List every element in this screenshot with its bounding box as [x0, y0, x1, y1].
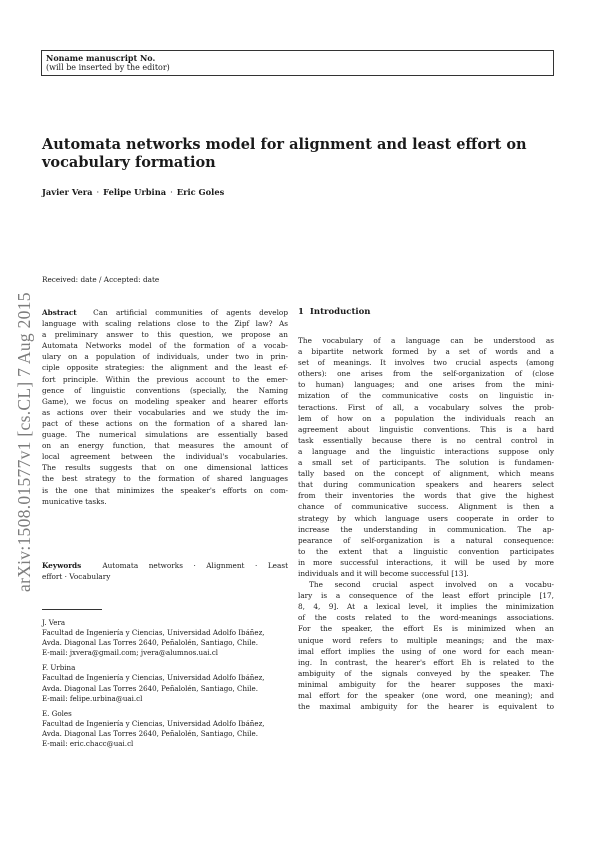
abstract-line: Abstract Can artificial communities of agents develop: [42, 308, 288, 317]
affiliation-block: [42, 663, 288, 703]
abstract-text: [42, 307, 288, 507]
affiliation-line: Avda. Diagonal Las Torres 2640, Peñalolén, Santiago, Chile.: [42, 638, 259, 648]
abstract-line: the best strategy to the formation of shared languages: [42, 474, 288, 484]
author-separator: ·: [170, 187, 173, 197]
paper-title-line: vocabulary formation: [42, 154, 216, 171]
intro-line: individuals and it will become successful [13].: [298, 568, 469, 578]
affiliation-email[interactable]: E-mail: jxvera@gmail.com; jvera@alumnos.uai.cl: [42, 648, 219, 658]
affiliation-line: Avda. Diagonal Las Torres 2640, Peñalolén, Santiago, Chile.: [42, 728, 259, 738]
abstract-line: fort principle. Within the previous account to the emer-: [42, 374, 288, 384]
affiliations: [42, 618, 288, 754]
intro-paragraph-2: [298, 579, 554, 712]
intro-line: a language and the linguistic interactions suppose only: [298, 446, 554, 456]
intro-line: The second crucial aspect involved on a vocabu-: [309, 580, 554, 590]
keywords-heading: Keywords: [42, 561, 82, 570]
intro-line: agreement about linguistic conventions. This is a hard: [298, 424, 554, 434]
intro-line: to the extent that a linguistic convention participates: [298, 546, 554, 556]
manuscript-number-label: Noname manuscript No.: [46, 53, 156, 63]
affiliation-name: E. Goles: [42, 708, 72, 718]
intro-line: ambiguity of the signals conveyed by the speaker. The: [298, 668, 554, 678]
abstract-line: is the one that minimizes the speaker's efforts on com-: [42, 485, 288, 495]
intro-line: that during communication speakers and hearers select: [298, 480, 554, 490]
abstract-line: Automata Networks model of the formation of a vocab-: [42, 341, 288, 351]
abstract-line: as actions over their vocabularies and we study the im-: [42, 407, 288, 417]
intro-line: 8, 4, 9]. At a lexical level, it implies the minimization: [298, 602, 554, 612]
intro-line: minimal ambiguity for the hearer supposes the maxi-: [298, 679, 554, 689]
affiliation-line: Facultad de Ingeniería y Ciencias, Universidad Adolfo Ibáñez,: [42, 718, 265, 728]
intro-line: imal effort implies the using of one word for each mean-: [298, 646, 554, 656]
author-name: Felipe Urbina: [103, 187, 167, 197]
abstract-line: pact of these actions on the formation of a shared lan-: [42, 418, 288, 428]
intro-line: from their inventories the words that give the highest: [298, 491, 554, 501]
intro-line: task essentially because there is no central control in: [298, 435, 554, 445]
affiliation-block: [42, 709, 288, 749]
abstract-line: local agreement between the individual's vocabularies.: [42, 452, 288, 462]
intro-line: strategy by which language users cooperate in order to: [298, 513, 554, 523]
section-number: 1: [298, 307, 304, 317]
author-name: Eric Goles: [176, 187, 225, 197]
intro-paragraph-1: [298, 335, 554, 579]
intro-line: The vocabulary of a language can be understood as: [298, 336, 554, 345]
intro-line: to human) languages; and one arises from the mini-: [298, 380, 554, 390]
intro-line: increase the understanding in communication. The ap-: [298, 524, 554, 534]
intro-line: pearance of self-organization is a natural consequence:: [298, 535, 554, 545]
intro-line: ing. In contrast, the hearer's effort Eh is related to the: [298, 657, 554, 667]
intro-line: For the speaker, the effort Es is minimized when an: [298, 624, 554, 634]
abstract-line: a preliminary answer to this question, we propose an: [42, 330, 288, 340]
intro-line: in more successful interactions, it will be used by more: [298, 557, 554, 567]
author-separator: ·: [96, 187, 100, 197]
footnote-divider: [42, 609, 102, 610]
intro-line: set of meanings. It involves two crucial aspects (among: [298, 358, 554, 368]
abstract-section: [42, 307, 288, 507]
author-name: Javier Vera: [42, 187, 93, 197]
keywords-section: [42, 560, 288, 582]
intro-line: a bipartite network formed by a set of words and a: [298, 347, 554, 357]
affiliation-block: [42, 618, 288, 658]
intro-line: chance of communicative success. Alignment is then a: [298, 502, 554, 512]
affiliation-email[interactable]: E-mail: eric.chacc@uai.cl: [42, 739, 134, 749]
intro-line: the maximal ambiguity for the hearer is equivalent to: [298, 702, 554, 712]
abstract-line: language with scaling relations close to the Zipf law? As: [42, 319, 288, 329]
affiliation-email[interactable]: E-mail: felipe.urbina@uai.cl: [42, 693, 143, 703]
intro-line: tally based on the concept of alignment, which means: [298, 469, 554, 479]
received-accepted-dates: Received: date / Accepted: date: [42, 275, 160, 284]
abstract-line: Game), we focus on modeling speaker and hearer efforts: [42, 396, 288, 406]
affiliation-line: Avda. Diagonal Las Torres 2640, Peñalolén, Santiago, Chile.: [42, 683, 259, 693]
keywords-line: effort · Vocabulary: [42, 572, 111, 582]
abstract-line: The results suggests that on one dimensional lattices: [42, 463, 288, 473]
manuscript-header-box: [41, 50, 554, 76]
affiliation-line: Facultad de Ingeniería y Ciencias, Universidad Adolfo Ibáñez,: [42, 628, 265, 638]
intro-line: unique word refers to multiple meanings; and the max-: [298, 635, 554, 645]
intro-line: lary is a consequence of the least effort principle [17,: [298, 591, 554, 601]
section-heading: [298, 307, 554, 317]
intro-line: lem of how on a population the individuals reach an: [298, 413, 554, 423]
affiliation-line: Facultad de Ingeniería y Ciencias, Universidad Adolfo Ibáñez,: [42, 673, 265, 683]
keywords-line: Keywords Automata networks · Alignment · Least: [42, 561, 289, 570]
abstract-line: gence of linguistic conventions (specially, the Naming: [42, 385, 288, 395]
intro-line: of the costs related to the word-meanings associations.: [298, 613, 554, 623]
abstract-line: municative tasks.: [42, 496, 107, 506]
introduction-section: [298, 307, 554, 712]
affiliation-name: J. Vera: [42, 618, 66, 627]
author-list: [42, 187, 224, 197]
intro-line: mization of the communicative costs on linguistic in-: [298, 391, 554, 401]
intro-line: mal effort for the speaker (one word, one meaning); and: [298, 691, 554, 700]
affiliation-name: F. Urbina: [42, 663, 76, 673]
paper-title: [42, 136, 552, 172]
paper-title-line: Automata networks model for alignment and least effort on: [42, 136, 527, 153]
intro-line: teractions. First of all, a vocabulary solves the prob-: [298, 402, 554, 412]
abstract-line: on an energy function, that measures the amount of: [42, 441, 288, 451]
arxiv-identifier-stamp[interactable]: arXiv:1508.01577v1 [cs.CL] 7 Aug 2015: [14, 292, 34, 592]
intro-line: others): one arises from the self-organization of (close: [298, 369, 554, 379]
abstract-line: ulary on a population of individuals, under two in prin-: [42, 352, 288, 362]
intro-line: a small set of participants. The solution is fundamen-: [298, 458, 554, 468]
section-title: Introduction: [309, 307, 371, 317]
manuscript-editor-note: (will be inserted by the editor): [46, 63, 170, 72]
abstract-line: guage. The numerical simulations are essentially based: [42, 430, 288, 440]
abstract-line: ciple opposite strategies: the alignment and the least ef-: [42, 363, 288, 373]
abstract-heading: Abstract: [42, 308, 77, 317]
